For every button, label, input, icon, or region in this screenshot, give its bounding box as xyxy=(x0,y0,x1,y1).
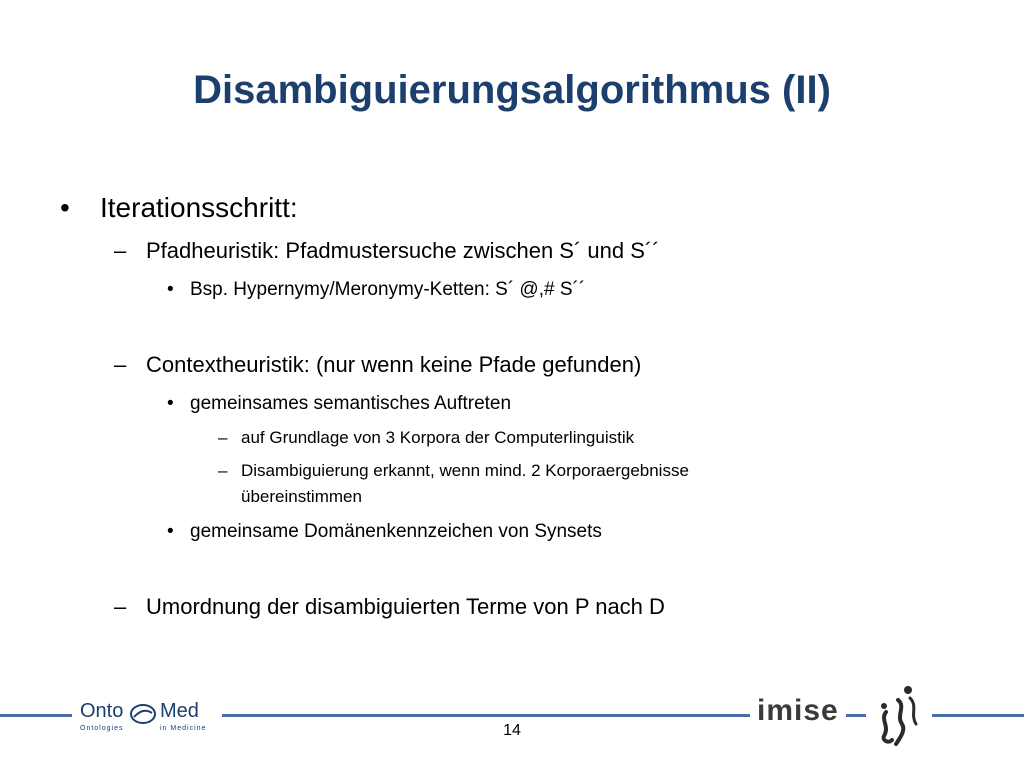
bullet-marker: • xyxy=(167,279,174,300)
ontomed-logo-subtitle-left: Ontologies xyxy=(80,725,124,732)
footer-divider-center xyxy=(222,714,750,717)
bullet-text-level4: auf Grundlage von 3 Korpora der Computerlinguistik xyxy=(241,428,635,447)
footer-divider-left xyxy=(0,714,72,717)
page-number: 14 xyxy=(503,722,521,739)
dash-marker: – xyxy=(114,352,127,377)
bullet-marker: • xyxy=(60,192,70,223)
bullet-text-level2: Umordnung der disambiguierten Terme von P nach D xyxy=(146,594,665,619)
ontomed-logo-med: Med xyxy=(160,700,199,722)
footer-divider-small xyxy=(846,714,866,717)
bullet-text-level4-continuation: übereinstimmen xyxy=(241,487,362,506)
dash-marker: – xyxy=(218,461,228,480)
bullet-text-level2: Pfadheuristik: Pfadmustersuche zwischen S´ und S´´ xyxy=(146,238,660,263)
dash-marker: – xyxy=(114,238,127,263)
dash-marker: – xyxy=(114,594,127,619)
bullet-text-level2: Contextheuristik: (nur wenn keine Pfade gefunden) xyxy=(146,352,642,377)
bullet-text-level3: gemeinsames semantisches Auftreten xyxy=(190,393,512,414)
ontomed-logo-subtitle-right: in Medicine xyxy=(160,725,207,732)
ontomed-logo-onto: Onto xyxy=(80,700,124,722)
bullet-text-level3: Bsp. Hypernymy/Meronymy-Ketten: S´ @,# S´´ xyxy=(190,279,586,300)
slide-title: Disambiguierungsalgorithmus (II) xyxy=(193,68,831,112)
bullet-marker: • xyxy=(167,393,174,414)
imise-logo: imise xyxy=(757,694,839,727)
dash-marker: – xyxy=(218,428,228,447)
bullet-text-level4: Disambiguierung erkannt, wenn mind. 2 Korporaergebnisse xyxy=(241,461,689,480)
bullet-marker: • xyxy=(167,521,174,542)
bullet-text-level1: Iterationsschritt: xyxy=(100,192,298,223)
bullet-text-level3: gemeinsame Domänenkennzeichen von Synsets xyxy=(190,521,602,542)
footer-divider-right xyxy=(932,714,1024,717)
